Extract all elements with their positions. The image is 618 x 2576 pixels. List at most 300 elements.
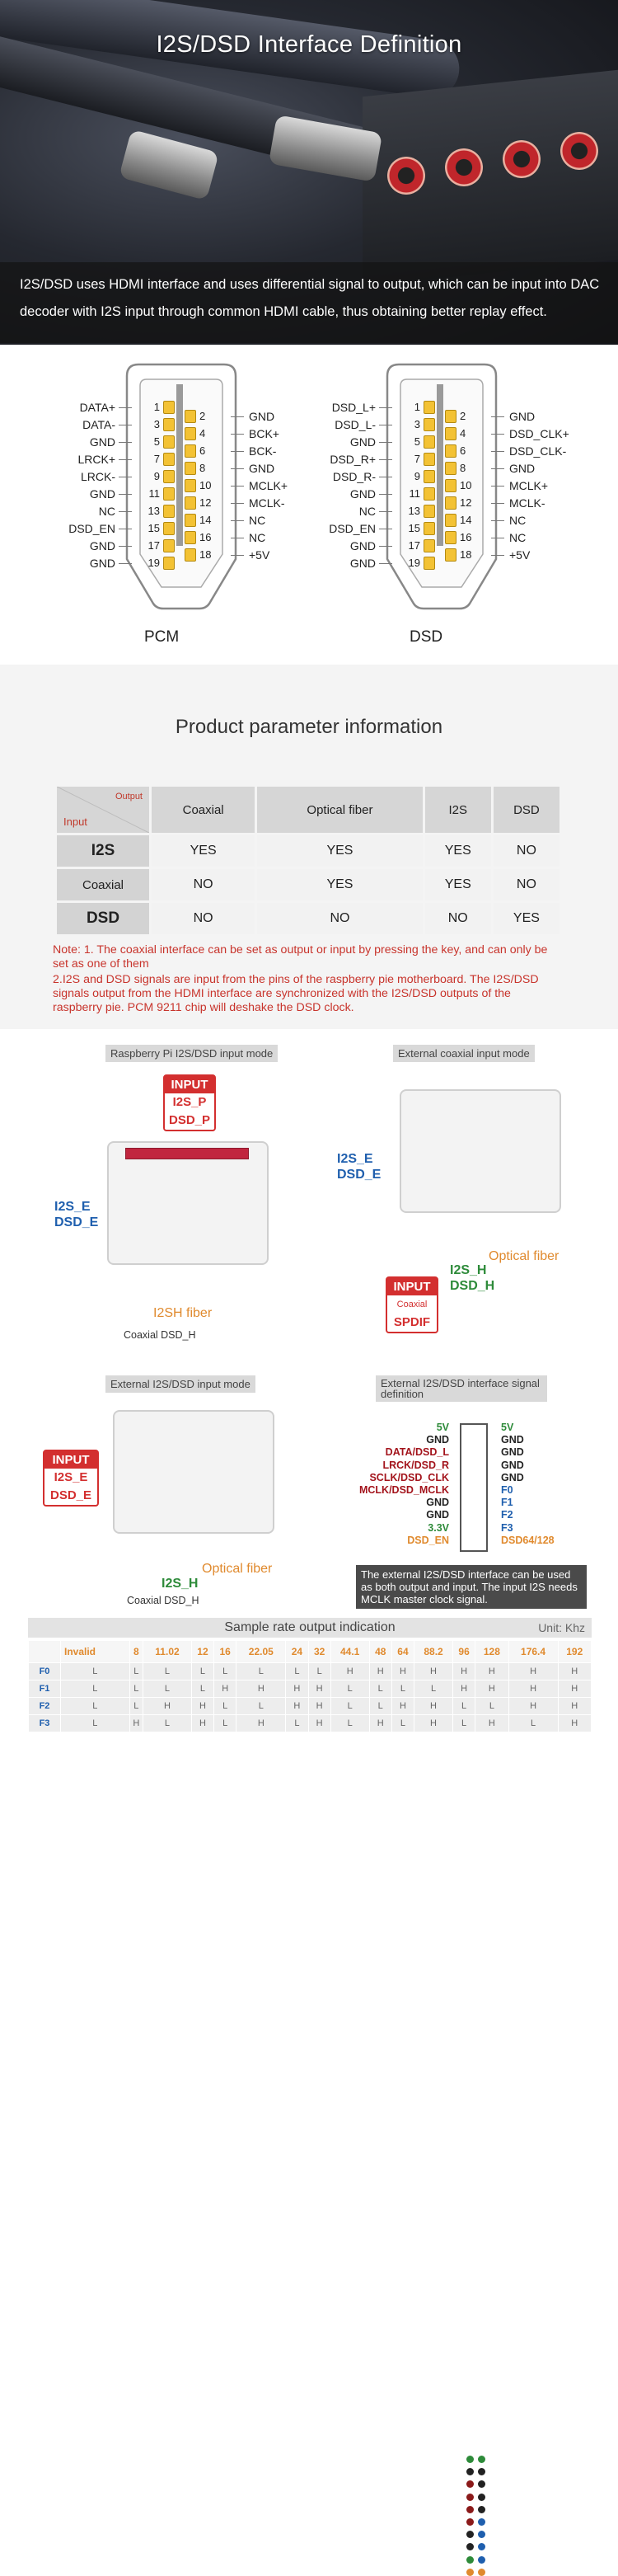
table-row [57,835,559,867]
leader-line [379,494,392,495]
leader-line [491,520,504,521]
mode-label-ext: External I2S/DSD input mode [105,1375,255,1393]
pin-signal-label: 3.3V [428,1521,449,1534]
leader-line [231,503,244,504]
pin-label: GND [89,557,115,570]
input-box-ext [43,1450,99,1507]
row-header: F2 [29,1698,60,1714]
pin-signal-label: LRCK/DSD_R [382,1459,449,1471]
pin-dot [466,2556,474,2564]
notes-block [53,943,557,1017]
pin-number: 18 [199,548,212,561]
pin-contact [445,462,456,475]
note-2: 2.I2S and DSD signals are input from the pins of the raspberry pie motherboard. The I2S/DSD signals output from the HDMI interface are synchronized with the I2S/DSD outputs of the raspberry pie. PCM 9211 chip will deshake the DSD clock. [53,973,539,1014]
leader-line [491,486,504,487]
pin-contact [163,418,175,431]
note-1: Note: 1. The coaxial interface can be set as output or input by pressing the key, and can only be set as one of them [53,943,548,971]
pin-label: DSD_EN [329,522,376,535]
table-cell: H [286,1698,307,1714]
sample-rate-table [28,1640,592,1732]
pin-number: 16 [199,531,212,543]
table-cell: H [414,1715,452,1732]
column-header: 11.02 [143,1641,191,1662]
table-cell: L [61,1715,129,1732]
table-cell: L [331,1698,369,1714]
column-header: 88.2 [414,1641,452,1662]
blank-cell [29,1641,60,1662]
table-cell: H [475,1663,508,1680]
pin-label: +5V [249,548,270,562]
table-corner-cell [57,787,149,833]
leader-line [231,416,244,417]
pin-signal-label: F0 [501,1484,513,1497]
table-cell: L [143,1663,191,1680]
input-box-coax [386,1276,438,1333]
pin-label: GND [89,539,115,552]
column-header: 24 [286,1641,307,1662]
table-cell: H [286,1681,307,1697]
table-cell: H [559,1698,591,1714]
pin-number: 7 [414,453,420,465]
table-cell: L [143,1681,191,1697]
pin-number: 7 [153,453,160,465]
mode-label-coax: External coaxial input mode [393,1045,535,1062]
pin-label: GND [249,462,275,475]
table-cell: NO [425,903,491,934]
pin-number: 17 [408,539,420,552]
pin-label: GND [349,487,376,501]
table-header-row [57,787,559,833]
table-cell: L [453,1698,475,1714]
pin-dot [478,2506,485,2513]
pin-signal-label: F1 [501,1497,513,1509]
pin-label: BCK- [249,444,277,458]
column-header: 176.4 [509,1641,558,1662]
pin-number: 12 [199,496,212,509]
pin-dot [478,2531,485,2538]
hero-banner [0,0,618,345]
rca-plug-graphic [119,129,219,200]
table-cell: H [559,1663,591,1680]
pin-signal-label: F3 [501,1521,513,1534]
table-cell: L [331,1681,369,1697]
hdmi-pinout-section [0,345,618,665]
hero-description: I2S/DSD uses HDMI interface and uses differential signal to output, which can be input into DAC decoder with I2S input through common HDMI cable, thus obtaining better replay effect. [20,277,600,319]
pin-contact [185,462,196,475]
pin-signal-label: GND [501,1459,524,1471]
pin-number: 13 [408,505,420,517]
table-cell: L [236,1698,285,1714]
table-cell: L [392,1681,414,1697]
pin-signal-label: F2 [501,1509,513,1521]
pin-signal-label: DSD64/128 [501,1534,555,1546]
table-cell: L [192,1681,213,1697]
pin-label: GND [89,487,115,501]
table-cell: L [61,1681,129,1697]
table-cell: YES [152,835,255,867]
table-cell: YES [425,835,491,867]
pin-contact [185,479,196,492]
pin-label: MCLK- [249,496,285,510]
pin-number: 6 [199,444,206,457]
signal-label: DSD_E [54,1215,99,1229]
pin-number: 6 [460,444,466,457]
pin-contact [424,505,435,518]
pin-dot [466,2569,474,2576]
pin-contact [445,548,456,562]
signal-label: I2S_E [54,1200,91,1214]
pin-number: 15 [408,522,420,534]
pin-contact [163,487,175,501]
output-label-green [450,1262,494,1294]
column-header: 32 [309,1641,330,1662]
input-heading: INPUT [44,1451,97,1469]
row-header: DSD [57,903,149,934]
pin-number: 10 [199,479,212,491]
table-cell: L [130,1698,143,1714]
column-header: Optical fiber [257,787,422,833]
table-cell: NO [152,903,255,934]
pin-label: GND [349,435,376,449]
output-label-blue [337,1151,381,1182]
pin-dot [478,2494,485,2501]
pin-signal-label: MCLK/DSD_MCLK [358,1484,449,1497]
table-cell: H [414,1698,452,1714]
table-row [29,1715,591,1732]
pin-dot [478,2456,485,2463]
table-row [29,1698,591,1714]
table-cell: L [370,1698,391,1714]
table-cell: L [236,1663,285,1680]
pin-contact [163,435,175,449]
table-cell: H [309,1715,330,1732]
pin-dot [466,2531,474,2538]
pin-label: GND [509,410,536,423]
row-header: Coaxial [57,869,149,900]
leader-line [379,442,392,443]
row-header: F0 [29,1663,60,1680]
row-header: F1 [29,1681,60,1697]
leader-line [231,555,244,556]
pin-label: MCLK- [509,496,545,510]
pin-label: DATA- [82,418,115,431]
input-sub: Coaxial [396,1300,428,1309]
sample-rate-section [28,1618,592,1750]
page-title: I2S/DSD Interface Definition [156,31,462,58]
pin-number: 19 [147,557,160,569]
pin-contact [445,496,456,510]
input-line: I2S_P [172,1095,207,1109]
pin-label: LRCK- [80,470,115,483]
pin-signal-label: GND [426,1434,449,1446]
leader-line [491,555,504,556]
pin-number: 14 [199,514,212,526]
table-cell: NO [494,835,559,867]
table-header-row [29,1641,591,1662]
column-header: 192 [559,1641,591,1662]
column-header: Coaxial [152,787,255,833]
pin-contact [163,470,175,483]
pin-signal-label: 5V [436,1422,449,1433]
table-cell: H [475,1681,508,1697]
pin-contact [445,514,456,527]
signal-label: DSD_H [450,1279,495,1293]
column-header: 22.05 [236,1641,285,1662]
input-line: SPDIF [393,1315,431,1329]
table-cell: L [130,1681,143,1697]
input-corner-label: Input [63,816,87,828]
pin-number: 11 [409,487,420,500]
leader-line [231,468,244,469]
ext-interface-note: The external I2S/DSD interface can be used as both output and input. The input I2S needs MCLK master clock signal. [356,1565,587,1609]
pin-dot [466,2506,474,2513]
pin-label: MCLK+ [509,479,549,492]
pin-label: BCK+ [249,427,279,440]
pin-contact [163,522,175,535]
signal-label: DSD_E [337,1168,382,1182]
table-cell: H [509,1663,558,1680]
pin-contact [424,487,435,501]
leader-line [491,503,504,504]
pin-dot [478,2468,485,2475]
pin-contact [424,539,435,552]
pin-dot [466,2468,474,2475]
pin-label: DSD_R- [332,470,376,483]
pin-number: 4 [199,427,206,440]
pin-number: 16 [460,531,472,543]
pin-number: 2 [199,410,206,422]
pin-contact [185,548,196,562]
signal-label: I2S_H [450,1263,487,1277]
table-cell: H [392,1663,414,1680]
pin-label: GND [89,435,115,449]
pin-label: DSD_L- [335,418,376,431]
column-header: 8 [130,1641,143,1662]
pin-dot [478,2569,485,2576]
coax-label: Coaxial DSD_H [127,1595,199,1606]
pin-contact [163,453,175,466]
table-cell: H [392,1698,414,1714]
table-row [29,1663,591,1680]
table-cell: L [309,1663,330,1680]
table-cell: H [370,1715,391,1732]
table-cell: H [309,1681,330,1697]
pin-contact [163,557,175,570]
table-cell: H [331,1663,369,1680]
table-row [29,1681,591,1697]
output-corner-label: Output [115,792,143,801]
leader-line [379,511,392,512]
rca-jack-graphic [503,140,541,178]
pin-signal-label: GND [426,1497,449,1509]
rca-jack-graphic [560,132,598,170]
pin-number: 4 [460,427,466,440]
pin-contact [445,427,456,440]
pin-number: 12 [460,496,472,509]
leader-line [119,459,132,460]
table-cell: NO [152,869,255,900]
header-connector-graphic [460,1423,488,1552]
pin-number: 9 [414,470,420,482]
pin-label: DSD_R+ [330,453,376,466]
pin-contact [185,531,196,544]
pin-number: 11 [148,487,160,500]
board-graphic [400,1089,561,1213]
leader-line [231,520,244,521]
pin-number: 3 [153,418,160,430]
table-cell: L [214,1663,236,1680]
table-cell: H [370,1663,391,1680]
table-cell: H [214,1681,236,1697]
pin-label: DSD_CLK+ [509,427,569,440]
table-cell: L [286,1715,307,1732]
table-cell: L [331,1715,369,1732]
table-cell: L [509,1715,558,1732]
pin-contact [185,427,196,440]
mode-label-extdef: External I2S/DSD interface signal definition [376,1375,547,1402]
table-cell: H [453,1681,475,1697]
input-line: I2S_E [54,1470,88,1484]
leader-line [491,468,504,469]
pin-contact [163,401,175,414]
table-cell: L [214,1698,236,1714]
pin-label: NC [249,531,266,544]
parameter-table [54,784,562,937]
table-cell: H [236,1715,285,1732]
table-cell: H [236,1681,285,1697]
hdmi-connector-outline [124,363,239,610]
pin-label: GND [349,539,376,552]
pin-number: 19 [408,557,420,569]
pin-label: DSD_CLK- [509,444,567,458]
section-title: Product parameter information [175,716,443,738]
pin-contact [424,401,435,414]
table-cell: YES [494,903,559,934]
column-header: DSD [494,787,559,833]
pin-label: NC [509,514,527,527]
pin-contact [185,410,196,423]
table-cell: L [61,1663,129,1680]
table-cell: YES [425,869,491,900]
column-header: 16 [214,1641,236,1662]
table-cell: H [309,1698,330,1714]
optical-label: Optical fiber [489,1249,559,1263]
pin-list-left [359,1422,449,1547]
table-cell: H [559,1681,591,1697]
coax-label: Coaxial DSD_H [124,1329,196,1341]
table-cell: YES [257,869,422,900]
pin-dot [466,2480,474,2488]
table-cell: H [143,1698,191,1714]
leader-line [231,451,244,452]
table-cell: L [286,1663,307,1680]
pin-label: DSD_EN [68,522,115,535]
input-line: DSD_P [168,1113,211,1127]
pin-signal-label: GND [426,1509,449,1521]
pin-contact [445,479,456,492]
pin-signal-label: DSD_EN [407,1534,449,1546]
table-cell: L [392,1715,414,1732]
table-cell: H [475,1715,508,1732]
pcm-caption: PCM [144,628,180,646]
pin-dot [466,2494,474,2501]
leader-line [379,563,392,564]
input-heading: INPUT [165,1076,214,1093]
table-cell: L [214,1715,236,1732]
pin-label: MCLK+ [249,479,288,492]
board-graphic [113,1410,274,1534]
table-cell: L [61,1698,129,1714]
pin-dot [478,2556,485,2564]
leader-line [379,407,392,408]
unit-label: Unit: Khz [538,1621,585,1634]
pin-contact [445,444,456,458]
pin-contact [185,496,196,510]
pin-label: GND [349,557,376,570]
column-header: 12 [192,1641,213,1662]
pin-number: 15 [147,522,160,534]
row-header: F3 [29,1715,60,1732]
table-cell: YES [257,835,422,867]
pin-signal-label: GND [501,1446,524,1459]
pin-label: LRCK+ [77,453,115,466]
table-cell: L [475,1698,508,1714]
pin-number: 14 [460,514,472,526]
pin-list-right [501,1422,555,1547]
pin-label: GND [249,410,275,423]
table-cell: L [453,1715,475,1732]
input-modes-section [0,1029,618,1606]
table-cell: NO [494,869,559,900]
pin-number: 18 [460,548,472,561]
column-header: Invalid [61,1641,129,1662]
fiber-label: I2SH fiber [153,1306,213,1320]
column-header: 64 [392,1641,414,1662]
pin-signal-label: DATA/DSD_L [385,1446,449,1459]
table-row [57,903,559,934]
rca-jack-graphic [445,148,483,186]
pin-signal-label: GND [501,1434,524,1446]
table-cell: H [414,1663,452,1680]
pin-dot [466,2518,474,2526]
pin-dot [478,2518,485,2526]
leader-line [231,486,244,487]
pin-number: 8 [199,462,206,474]
pin-label: +5V [509,548,531,562]
table-row [57,869,559,900]
leader-line [231,434,244,435]
pin-number: 1 [153,401,160,413]
pin-label: DSD_L+ [331,401,376,414]
table-cell: H [509,1698,558,1714]
table-cell: NO [257,903,422,934]
table-cell: L [143,1715,191,1732]
table-cell: H [192,1698,213,1714]
pin-number: 5 [153,435,160,448]
output-label-green: I2S_H [162,1577,199,1591]
pin-number: 10 [460,479,472,491]
board-graphic [107,1141,269,1265]
pin-contact [424,470,435,483]
column-header: 96 [453,1641,475,1662]
pin-contact [445,531,456,544]
leader-line [491,434,504,435]
pin-contact [424,453,435,466]
row-header: I2S [57,835,149,867]
pin-contact [424,435,435,449]
pin-label: NC [98,505,115,518]
rca-jack-graphic [387,157,425,195]
